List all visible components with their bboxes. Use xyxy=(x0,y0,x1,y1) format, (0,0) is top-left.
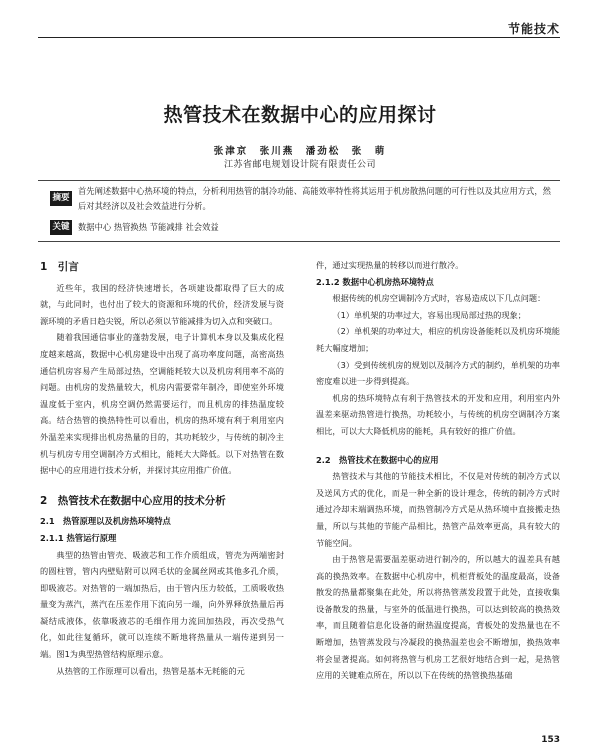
paragraph: 件，通过实现热量的转移以而进行散冷。 xyxy=(316,260,464,270)
subsubsection-heading: 2.1.1 热管运行原理 xyxy=(40,532,117,543)
paragraph: 随着我国通信事业的蓬勃发展，电子计算机本身以及集成化程度越来越高，数据中心机房建设中出现了高功率度问题，高密高热通信机房容易产生局部过热，空调能耗较大以及机房利用率不高的问题。由机房的发热量较大，机房内需要常年制冷，即使室外环境温度低于室内，机房空调仍然需要运行，而且机房的排热温度较高。结合热管的换热特性可以看出，机房的热环境有利于利用室内外温差来实现排出机房热量的目的，其功耗较少，与传统的制冷主机与机房专用空调制冷方式相比，能耗大大降低。以下对热管在数据中心的应用进行技术分析，并探讨其应用推广价值。 xyxy=(40,332,284,476)
right-column xyxy=(316,257,560,684)
keywords-text: 数据中心 热管换热 节能减排 社会效益 xyxy=(78,222,219,232)
subsection-heading: 2.1 热管原理以及机房热环境特点 xyxy=(40,516,171,527)
abstract-bottom-rule xyxy=(38,241,560,242)
subsubsection-heading: 2.1.2 数据中心机房热环境特点 xyxy=(316,276,434,287)
spacer xyxy=(40,479,284,491)
affiliation: 江苏省邮电规划设计院有限责任公司 xyxy=(223,160,376,170)
left-column xyxy=(40,257,284,679)
abstract-text: 首先阐述数据中心热环境的特点，分析利用热管的制冷功能、高能效率特性将其运用于机房散热问题的可行性以及其应用方式，然后对其经济以及社会效益进行分析。 xyxy=(78,186,551,211)
paragraph: 根据传统的机房空调制冷方式时，容易造成以下几点问题： xyxy=(332,293,546,304)
subsection-heading: 2.2 热管技术在数据中心的应用 xyxy=(316,454,439,465)
section-heading: 1 引言 xyxy=(40,261,79,273)
paragraph: 典型的热管由管壳、吸液芯和工作介质组成，管壳为两端密封的圆柱管，管内内壁贴附可以网毛状的金属丝网或其他多孔介质，即吸液芯。对热管的一端加热后，由于管内压力较低，工质吸收热量变为蒸汽，蒸汽在压差作用下流向另一端，向外界释放热量后再凝结成液体，依靠吸液芯的毛细作用力流回加热段，再次受热气化，如此往复循环，就可以连续不断地将热量从一端传递到另一端。图1为典型热管结构原理示意。 xyxy=(40,549,284,660)
keywords xyxy=(52,220,553,247)
abstract-top-rule xyxy=(38,180,560,181)
paragraph: 机房的热环境特点有利于热管技术的开发和应用，利用室内外温差来驱动热管进行换热，功耗较小，与传统的机房空调制冷方案相比，可以大大降低机房的能耗，具有较好的推广价值。 xyxy=(316,392,560,436)
paragraph: （2）单机架的功率过大，相应的机房设备能耗以及机房环境能耗大幅度增加； xyxy=(316,326,560,353)
section-heading: 2 热管技术在数据中心应用的技术分析 xyxy=(40,494,226,507)
paragraph: 热管技术与其他的节能技术相比，不仅是对传统的制冷方式以及送风方式的优化，而是一种全新的设计理念，传统的制冷方式时通过冷却末端调热环境，而热管制冷方式是从热环境中直接搬走热量，所以与其他的节能产品相比，热管产品效率更高，具有较大的节能空间。 xyxy=(316,471,560,548)
abstract-label: 摘要 xyxy=(50,191,72,206)
abstract xyxy=(52,184,553,214)
paragraph: （3）受到传统机房的规划以及制冷方式的制约，单机架的功率密度难以进一步得到提高。 xyxy=(316,359,560,387)
spacer xyxy=(316,440,560,452)
paragraph: 近些年，我国的经济快速增长，各项建设都取得了巨大的成就，与此同时，也付出了较大的资源和环境的代价，经济发展与资源环境的矛盾日趋尖锐，所以必须以节能减排为切入点和突破口。 xyxy=(40,282,284,326)
page-number: 153 xyxy=(541,735,560,745)
paragraph: 从热管的工作原理可以看出，热管是基本无耗能的元 xyxy=(56,665,245,676)
paragraph: 由于热管是需要温差驱动进行制冷的，所以越大的温差具有越高的换热效率。在数据中心机房中，机柜背板处的温度最高，设备散发的热量都聚集在此处，所以将热管蒸发段置于此处，直接收集设备散发的热量，与室外的低温进行换热，可以达到较高的换热效率，而且随着信息化设备的耐热温度提高，背板处的发热量也在不断增加，热管蒸发段与冷凝段的换热温差也会不断增加，换热效率将会显著提高。如何将热管与机房工艺很好地结合到一起，是热管应用的关键难点所在，所以以下在传统的热管换热基础 xyxy=(316,554,560,681)
paragraph: （1）单机架的功率过大，容易出现局部过热的现象； xyxy=(332,309,526,320)
authors: 张津京 张川燕 潘劲松 张 萌 xyxy=(213,146,387,157)
section-tag: 节能技术 xyxy=(507,22,560,36)
keywords-label: 关键词 xyxy=(50,220,72,235)
header-rule xyxy=(38,23,560,38)
article-title: 热管技术在数据中心的应用探讨 xyxy=(163,104,437,126)
